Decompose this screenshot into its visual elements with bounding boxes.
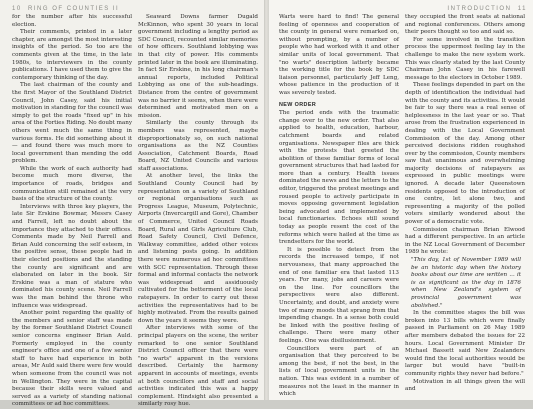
paragraph: These feelings depended in part on the depth of identification the individual had with the county and its activities. It would be fair to say there was a real sense of helplessness in the last year or so. That arose from the frustration experienced in dealing with the Local Government Commission of the day. Among other perceived decisions ridden roughshod over by the commission, County members saw that unanimous and overwhelming majority decisions of ratepayers as expressed in public meetings were ignored. A decade later Queenstown residents opposed to the introduction of one centre, let alone two, and representing a majority of the polled voters similarly wondered about the power of a democratic vote.	[405, 82, 525, 226]
paragraph: It is possible to detect from the records the increased tempo, if not nervousness, that many approached the end of one familiar era that lasted 113 years. For many, jobs and careers were on the line. For councillors the perspectives were also different. Uncertainty, and doubt, and anxiety were two of many moods that sprang from that impending change. In a sense both could be linked with the positive feeling of challenge. There were many other feelings. One was disillusionment.	[279, 246, 399, 344]
right-page	[269, 0, 533, 400]
paragraph: After interviews with some of the principal players on the scene, the writer remarked to one senior Southland District Council officer that there were "no warts" apparent in the versions described. Certainly the harmony apparent in accounts of meetings, events at both councillors and staff and social activities indicated this was a happy complement. Hindsight also presented a similarly rosy hue.	[138, 325, 258, 408]
paragraph: The period ends with the traumatic change over to the new order. That also applied to health, education, harbour, catchment boards and related organisations. Newspaper files are thick with the protests that greeted the abolition of these familiar forms of local government structures that had lasted for more than a century. Health issues dominated the news and the letters to the editor, triggered the protest meetings and roused people to actively participate in moves opposing government legislation being advocated and implemented by local functionaries. Echoes still sound today as people resent the cost of the reforms which were hailed at the time as trendsetters for the world.	[279, 110, 399, 246]
paragraph: Interviews with three key players, the late Sir Erskine Bowmar, Messrs Casey and Farrell, left no doubt about the importance they attached to their offices. Comments made by Neil Farrell and Brian Auld concerning the self esteem, in the positive sense, these people had in their elected positions and the standing the county are significant and are elaborated on later in the book. Sir Erskine was a man of stature who dominated his county scene. Neil Farrell was the man behind the throne who influence was widespread.	[12, 203, 132, 309]
left-page-number: 10	[12, 6, 22, 12]
left-running-head	[12, 4, 258, 14]
paragraph: In the committee stages the bill was broken into 13 bills which were finally passed in Parliament on 26 May 1989 after members debated the issues for 22 hours. Local Government Minister Dr Michael Bassett said New Zealanders would find the local authorities would be larger but would have "built-in community rights they never had before."	[405, 310, 525, 377]
paragraph: Commission chairman Brian Elwood had a different perspective. In an article in the NZ Local Government of December 1989 he wrote:	[405, 226, 525, 256]
paragraph: Councillors were part of an organisation that they perceived to be among the best, if not the best, in the lists of local government units in the nation. This was evident in a number of measures not the least in the manner in which	[279, 345, 399, 398]
paragraph: For some involved in the transition process the uppermost feeling lay in the challenge to make the new system work. This was clearly stated by the last County Chairman John Casey in his farewell message to the electors in October 1989.	[405, 36, 525, 81]
right-running-head	[279, 4, 527, 14]
right-column-2	[405, 14, 525, 399]
paragraph: for the number after his successful election.	[12, 14, 132, 28]
block-quote: "This day, 1st of November 1989 will be an historic day when the history books about our time are written ... it is as significant as the day in 1876 when New Zealand's system of provincial government was abolished."	[411, 257, 521, 309]
left-page	[0, 0, 264, 408]
paragraph: Warts were hard to find! The general feeling of openness and cooperation of the county in general were remarked on, without prompting, by a number of people who had worked with it and other similar units of local government. That "no warts" description latterly became the working title for the book by SDC liaison personnel, particularly Jeff Leng, whose patience in the production of it was severely tested.	[279, 14, 399, 96]
right-running-title: INTRODUCTION	[447, 6, 512, 12]
paragraph: Their comments, printed in a later chapter, are amongst the most interesting insights of the period. So too are the comments given at the time, in the late 1980s, to interviewers in the county publications. I have used them to give the contemporary thinking of the day.	[12, 29, 132, 81]
left-column-1	[12, 14, 132, 409]
right-page-number: 11	[517, 6, 527, 12]
paragraph: they occupied the front seats at national and regional conferences. Others among their peers thought so too and said so.	[405, 14, 525, 36]
paragraph: Seaward Downs farmer Dugald McKinnon, who spent 30 years in local government including a lengthy period as SDC Council, recounted similar memories of how officers. Southland lobbying was in that city of power. His comments printed later in the book are illuminating. In fact Sir Erskine, in his long chairman's annual reports, included Political Lobbying as one of the sub-headings. Distance from the centre of government was no barrier it seems, when there were determined and motivated men on a mission.	[138, 14, 258, 119]
paragraph: At another level, the links the Southland County Council had by representation on a variety of Southland or regional organisations such as Progress League, Museum, Polytechnic, Airports (Invercargill and Gore), Chamber of Commerce, United Council Roads Board, Rural and Girls Agriculture Club, Road Safety Council, Civil Defence, Walkway committee, added other voices and listening posts going. In addition there were numerous ad hoc committees with SCC representation. Through these formal and informal contacts the network was widespread and assiduously cultivated for the betterment of the local ratepayers. In order to carry out these activities the representatives had to be highly motivated. From the results gained down the years it seems they were.	[138, 173, 258, 324]
paragraph: The last chairman of the county and the first Mayor of the Southland District Council, John Casey, said his initial motivation in standing for the council was simply to get the roads "fixed up" in his area of the Forties Riding. No doubt many others went much the same thing in various forms. He did something about it — and found there was much more to local government than mending the odd problem.	[12, 82, 132, 165]
paragraph: Another point regarding the quality of the members and senior staff was made by the former Southland District Council senior concerns engineer Brian Auld. Formerly employed in the county engineer's office and one of a few senior staff to have had experience in both areas, Mr Auld said there were few would when someone from the council was not in Wellington. They were in the capital because their skills were valued and served as a variety of standing national committees or ad hoc committees.	[12, 310, 132, 408]
section-heading: NEW ORDER	[279, 101, 317, 108]
paragraph: While the work of each authority had become much more diverse, the importance of roads, bridges and communication still remained at the very basis of the structure of the county.	[12, 165, 132, 203]
left-column-2	[138, 14, 258, 409]
left-running-title: RING OF COUNTIES II	[28, 6, 120, 12]
right-column-1	[279, 14, 399, 399]
paragraph: Similarly the county through its members was represented, maybe disproportionately so, on such national organisations as the NZ Counties Association, Catchment Boards, Road Board, NZ United Councils and various staff associations.	[138, 120, 258, 172]
paragraph: Motivation in all things given the will and	[405, 378, 525, 393]
